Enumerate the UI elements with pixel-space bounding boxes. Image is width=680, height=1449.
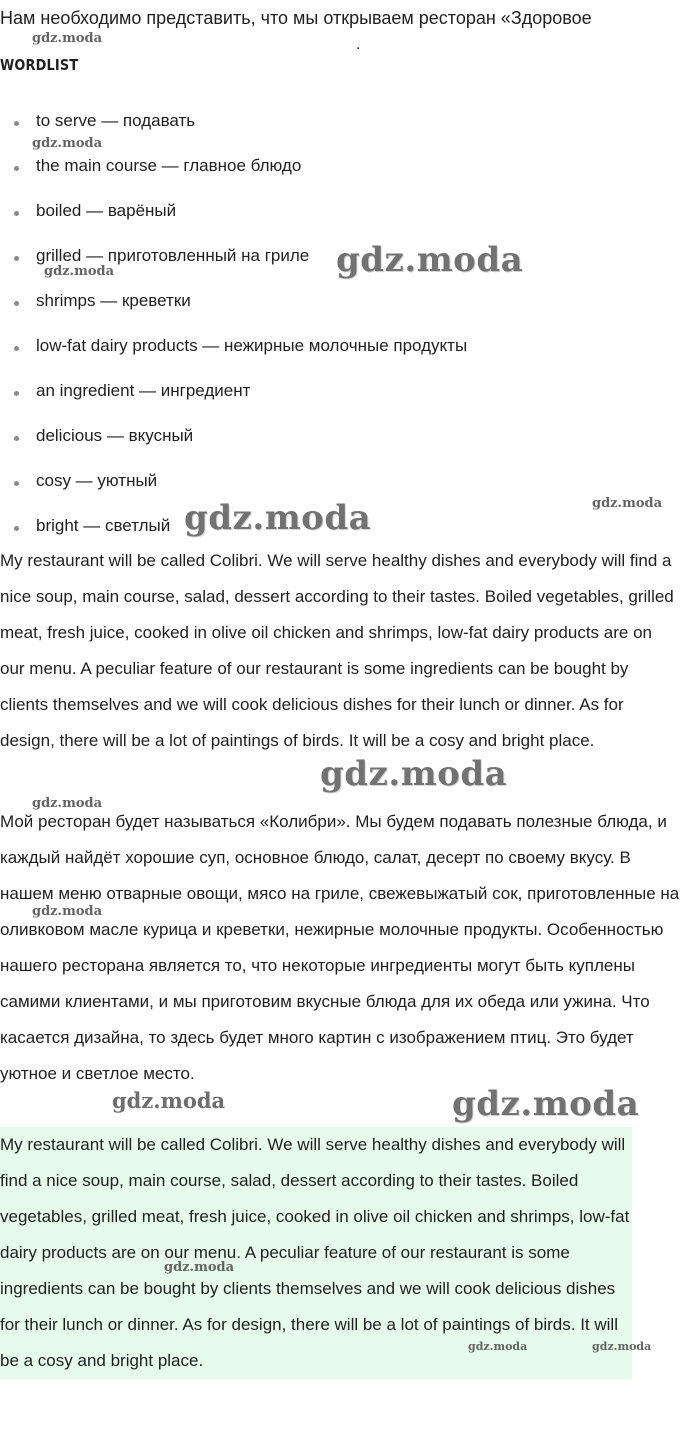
wordlist-item-text: an ingredient — ингредиент xyxy=(36,381,251,400)
highlighted-answer-paragraph: My restaurant will be called Colibri. We will serve healthy dishes and everybody will find a nice soup, main course, salad, dessert according to their tastes. Boiled vegetables, grilled meat, fresh juice, cooked in olive oil chicken and shrimps, low-fat dairy products are on our menu. A peculiar feature of our restaurant is some ingredients can be bought by clients themselves and we will cook delicious dishes for their lunch or dinner. As for design, there will be a lot of paintings of birds. It will be a cosy and bright place. xyxy=(0,1127,632,1379)
bullet-icon xyxy=(14,121,19,126)
bullet-icon xyxy=(14,526,19,531)
watermark-logo: gdz.moda xyxy=(592,1340,652,1353)
bullet-icon xyxy=(14,481,19,486)
answer-paragraph-russian: Мой ресторан будет называться «Колибри». Мы будем подавать полезные блюда, и каждый найдёт хорошие суп, основное блюдо, салат, десерт по своему вкусу. В нашем меню отварные овощи, мясо на гриле, свежевыжатый сок, приготовленные на оливковом масле курица и креветки, нежирные молочные продукты. Особенностью нашего ресторана является то, что некоторые ингредиенты могут быть куплены самими клиентами, и мы приготовим вкусные блюда для их обеда или ужина. Что касается дизайна, то здесь будет много картин с изображением птиц. Это будет уютное и светлое место. xyxy=(0,812,680,1083)
wordlist-item-text: low-fat dairy products — нежирные молочные продукты xyxy=(36,336,468,355)
wordlist-item-text: to serve — подавать xyxy=(36,111,196,130)
wordlist-item xyxy=(0,242,680,287)
watermark-logo: gdz.moda xyxy=(468,1340,528,1353)
wordlist-item xyxy=(0,287,680,332)
bullet-icon xyxy=(14,211,19,216)
wordlist-item-text: cosy — уютный xyxy=(36,471,158,490)
watermark-logo: gdz.moda xyxy=(164,1260,235,1275)
intro-hidden-line xyxy=(0,30,680,52)
watermark-logo: gdz.moda xyxy=(32,136,103,151)
bullet-icon xyxy=(14,256,19,261)
wordlist xyxy=(0,107,680,557)
bullet-icon xyxy=(14,391,19,396)
wordlist-item-text: bright — светлый xyxy=(36,516,171,535)
wordlist-item-text: delicious — вкусный xyxy=(36,426,194,445)
wordlist-item-text: the main course — главное блюдо xyxy=(36,156,302,175)
intro-line-end: . xyxy=(356,36,361,53)
wordlist-heading: WORDLIST xyxy=(0,56,79,74)
wordlist-item xyxy=(0,377,680,422)
wordlist-item-text: grilled — приготовленный на гриле xyxy=(36,246,310,265)
bullet-icon xyxy=(14,166,19,171)
watermark-logo: gdz.moda xyxy=(320,754,508,794)
watermark-logo: gdz.moda xyxy=(44,264,115,279)
bullet-icon xyxy=(14,436,19,441)
wordlist-item xyxy=(0,152,680,197)
intro-text: Нам необходимо представить, что мы открываем ресторан «Здоровое xyxy=(0,8,592,28)
watermark-logo: gdz.moda xyxy=(184,498,372,538)
wordlist-item xyxy=(0,422,680,467)
watermark-logo: gdz.moda xyxy=(32,904,103,919)
wordlist-item xyxy=(0,467,680,512)
wordlist-item-text: boiled — варёный xyxy=(36,201,177,220)
watermark-logo: gdz.moda xyxy=(592,496,663,511)
watermark-logo: gdz.moda xyxy=(32,31,103,46)
watermark-logo: gdz.moda xyxy=(112,1088,226,1113)
watermark-logo: gdz.moda xyxy=(336,240,524,280)
watermark-logo: gdz.moda xyxy=(32,796,103,811)
wordlist-item xyxy=(0,197,680,242)
bullet-icon xyxy=(14,346,19,351)
wordlist-item xyxy=(0,332,680,377)
wordlist-item xyxy=(0,107,680,152)
answer-paragraph-english: My restaurant will be called Colibri. We will serve healthy dishes and everybody will find a nice soup, main course, salad, dessert according to their tastes. Boiled vegetables, grilled meat, fresh juice, cooked in olive oil chicken and shrimps, low-fat dairy products are on our menu. A peculiar feature of our restaurant is some ingredients can be bought by clients themselves and we will cook delicious dishes for their lunch or dinner. As for design, there will be a lot of paintings of birds. It will be a cosy and bright place. xyxy=(0,551,674,750)
bullet-icon xyxy=(14,301,19,306)
wordlist-item-text: shrimps — креветки xyxy=(36,291,191,310)
watermark-logo: gdz.moda xyxy=(452,1084,640,1124)
